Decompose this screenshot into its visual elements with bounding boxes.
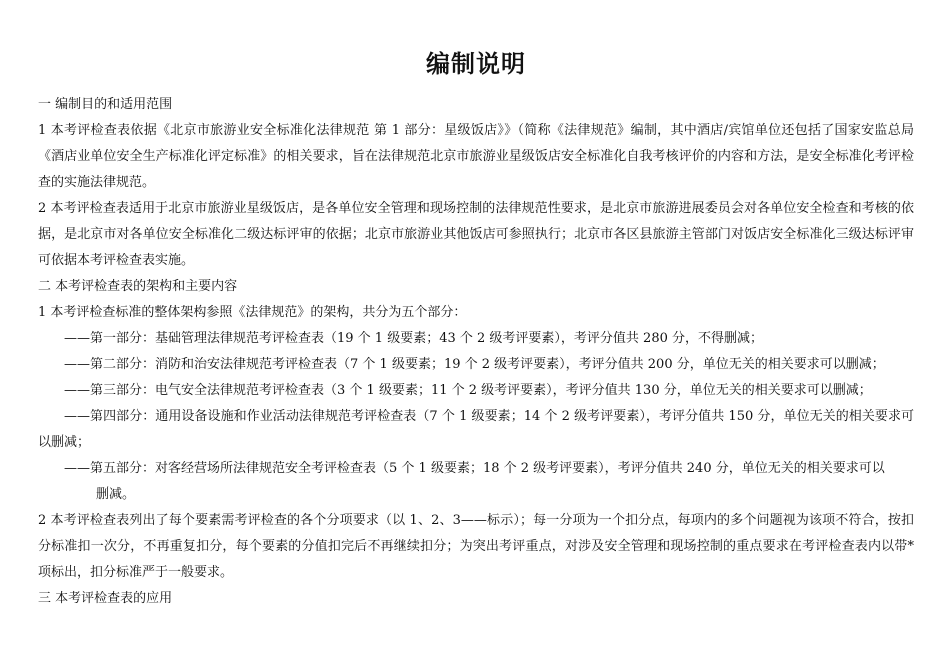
- list-item-part-5: ——第五部分：对客经营场所法律规范安全考评检查表（5 个 1 级要素；18 个 2 级考评要素），考评分值共 240 分，单位无关的相关要求可以: [64, 461, 885, 476]
- list-item-part-5-continued: 删减。: [96, 487, 136, 502]
- list-item-part-3: ——第三部分：电气安全法律规范考评检查表（3 个 1 级要素；11 个 2 级考评要素），考评分值共 130 分，单位无关的相关要求可以删减；: [64, 383, 872, 398]
- section1-paragraph-2: 2 本考评检查表适用于北京市旅游业星级饭店，是各单位安全管理和现场控制的法律规范性要求，是北京市旅游进展委员会对各单位安全检查和考核的依据，是北京市对各单位安全标准化二级达标评审的依据；北京市旅游业其他饭店可参照执行；北京市各区县旅游主管部门对饭店安全标准化三级达标评审可依据本考评检查表实施。: [38, 201, 914, 268]
- section-heading-3: 三 本考评检查表的应用: [38, 591, 173, 606]
- section-heading-1: 一 编制目的和适用范围: [38, 97, 173, 112]
- page-title: 编制说明: [426, 50, 526, 78]
- list-item-part-2: ——第二部分：消防和治安法律规范考评检查表（7 个 1 级要素；19 个 2 级考评要素），考评分值共 200 分，单位无关的相关要求可以删减；: [64, 357, 885, 372]
- document-page: [38, 48, 914, 612]
- list-item-part-1: ——第一部分：基础管理法律规范考评检查表（19 个 1 级要素；43 个 2 级考评要素），考评分值共 280 分，不得删减；: [64, 331, 763, 346]
- section2-paragraph-1: 1 本考评检查标准的整体架构参照《法律规范》的架构，共分为五个部分：: [38, 305, 467, 320]
- list-item-part-4: ——第四部分：通用设备设施和作业活动法律规范考评检查表（7 个 1 级要素；14 个 2 级考评要素），考评分值共 150 分，单位无关的相关要求可以删减；: [38, 409, 914, 450]
- section1-paragraph-1: 1 本考评检查表依据《北京市旅游业安全标准化法律规范 第 1 部分：星级饭店》》（简称《法律规范》编制，其中酒店/宾馆单位还包括了国家安监总局《酒店业单位安全生产标准化评定标准》的相关要求，旨在法律规范北京市旅游业星级饭店安全标准化自我考核评价的内容和方法，是安全标准化考评检查的实施法律规范。: [38, 123, 914, 190]
- section-heading-2: 二 本考评检查表的架构和主要内容: [38, 279, 238, 294]
- section2-paragraph-2: 2 本考评检查表列出了每个要素需考评检查的各个分项要求（以 1、2、3——标示）；每一分项为一个扣分点，每项内的多个问题视为该项不符合，按扣分标准扣一次分，不再重复扣分，每个要素的分值扣完后不再继续扣分；为突出考评重点，对涉及安全管理和现场控制的重点要求在考评检查表内以带*项标出，扣分标准严于一般要求。: [38, 513, 914, 580]
